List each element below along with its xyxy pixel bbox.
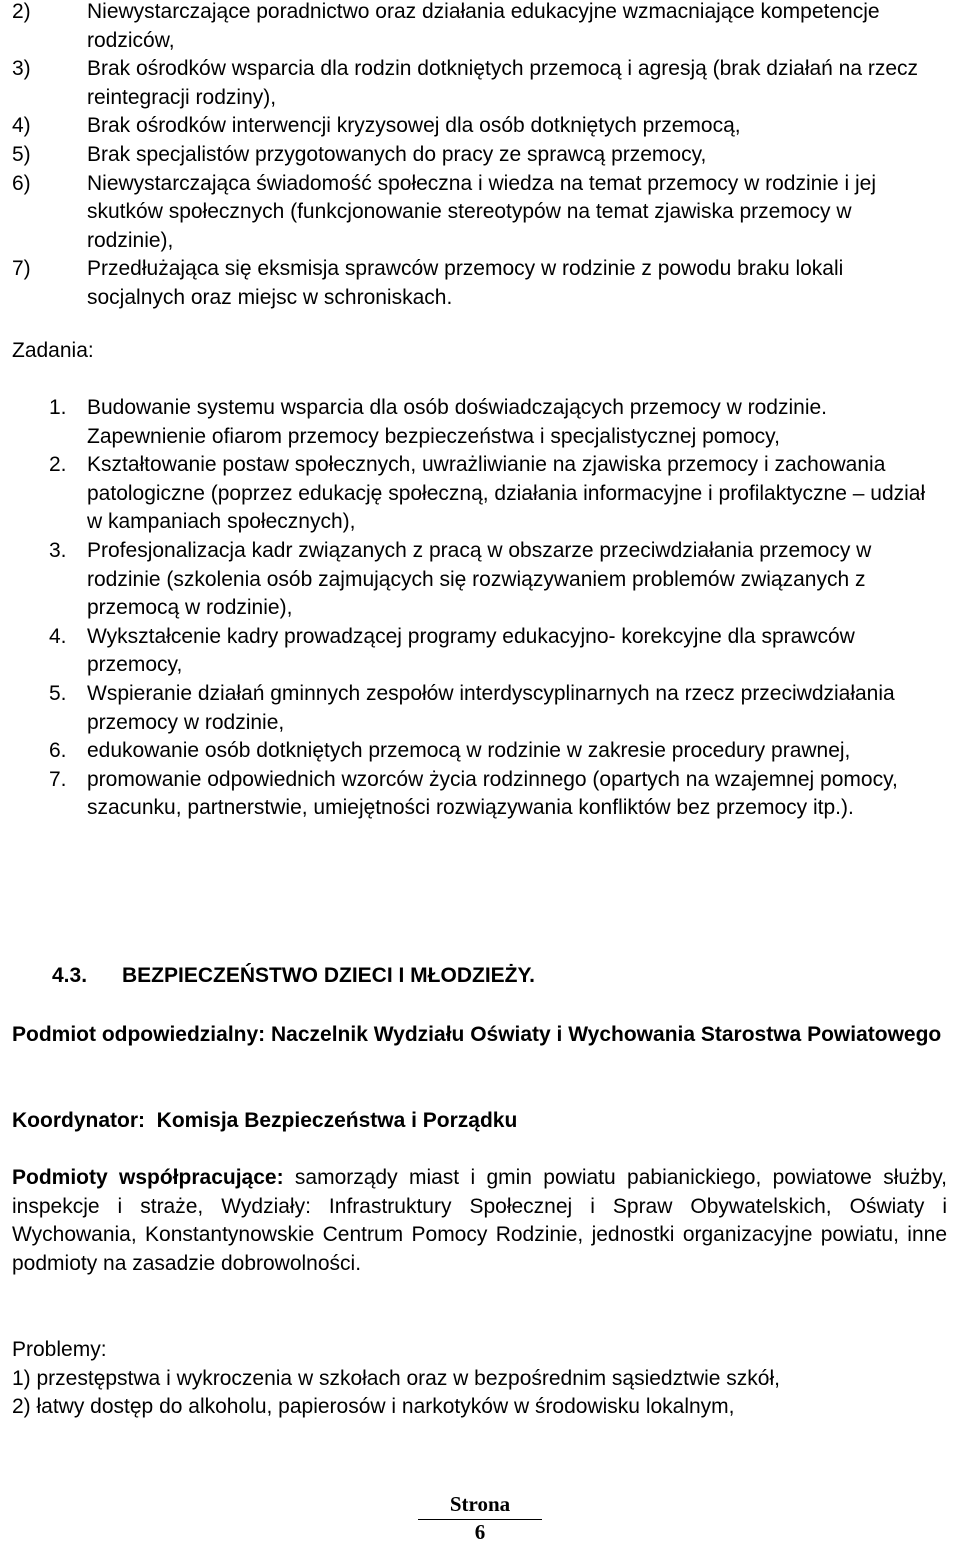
responsible-value: Naczelnik Wydziału Oświaty i Wychowania Starostwa Powiatowego [271,1023,942,1046]
task-list-item-text: Kształtowanie postaw społecznych, uwrażliwianie na zjawiska przemocy i zachowania patologiczne (poprzez edukację społeczną, działania informacyjne i profilaktyczne – udział w kampaniach społecznych), [87,453,926,534]
problem-list-item [12,255,942,312]
problem-list-item [12,141,942,170]
coordinator-label: Koordynator: [12,1109,145,1132]
section-number: 4.3. [52,964,88,987]
problem-list-item-text: Brak ośrodków wsparcia dla rodzin dotkniętych przemocą i agresją (brak działań na rzecz reintegracji rodziny), [87,57,919,109]
page-footer [418,1490,542,1546]
footer-label: Strona [449,1492,511,1516]
problem-list-item-text: Brak specjalistów przygotowanych do pracy ze sprawcą przemocy, [87,142,707,166]
task-list-item-number: 5. [49,681,67,705]
task-list-item [12,394,942,451]
problem-list-item-number: 7) [12,257,31,281]
task-list-item-number: 6. [49,739,67,763]
task-list-item-text: promowanie odpowiednich wzorców życia rodzinnego (opartych na wzajemnej pomocy, szacunku, partnerstwie, umiejętności rozwiązywania konfliktów bez przemocy itp.). [87,767,898,820]
task-list-item [12,451,942,537]
responsible-party [12,1021,947,1050]
page-number: 6 [474,1520,486,1544]
task-list-item [12,680,942,737]
problem-list-item-text: Brak ośrodków interwencji kryzysowej dla osób dotkniętych przemocą, [87,114,741,138]
problem-list-item [12,0,942,55]
problems-heading: Problemy: [12,1338,107,1361]
coordinator [12,1107,947,1136]
section-title: BEZPIECZEŃSTWO DZIECI I MŁODZIEŻY. [122,964,536,987]
problem-list-item-number: 4) [12,114,31,138]
problem-list-item-text: Niewystarczająca świadomość społeczna i wiedza na temat przemocy w rodzinie i jej skutków społecznych (funkcjonowanie stereotypów na temat zjawiska przemocy w rodzinie), [87,171,876,252]
task-list-item [12,766,942,823]
task-list-item [12,537,942,623]
problem-list-item-number: 6) [12,171,31,195]
task-list-item [12,737,942,766]
task-list-item-text: Budowanie systemu wsparcia dla osób doświadczających przemocy w rodzinie. Zapewnienie ofiarom przemocy bezpieczeństwa i specjalistycznej pomocy, [87,396,828,448]
task-list-item-number: 2. [49,453,67,477]
task-list-item [12,623,942,680]
tasks-heading: Zadania: [12,339,94,362]
problems-section [12,1336,947,1422]
task-list-item-number: 7. [49,767,67,791]
coordinator-value: Komisja Bezpieczeństwa i Porządku [156,1109,518,1132]
task-list-item-number: 1. [49,396,67,419]
responsible-label: Podmiot odpowiedzialny: [12,1023,266,1046]
problem-list-item-number: 2) [12,0,31,23]
problem-list-item-number: 5) [12,142,31,166]
problem-list-item [12,112,942,141]
tasks-list [12,394,942,823]
problems-continued-list [12,0,942,313]
task-list-item-number: 4. [49,624,67,648]
problem-list-item-text: Przedłużająca się eksmisja sprawców przemocy w rodzinie z powodu braku lokali socjalnych oraz miejsc w schroniskach. [87,257,844,309]
problem-list-item [12,170,942,256]
partners-label: Podmioty współpracujące: [12,1166,284,1189]
task-list-item-number: 3. [49,538,67,562]
problem-list-item [12,55,942,112]
task-list-item-text: Profesjonalizacja kadr związanych z pracą w obszarze przeciwdziałania przemocy w rodzinie (szkolenia osób zajmujących się rozwiązywaniem problemów związanych z przemocą w rodzinie), [87,538,872,620]
task-list-item-text: edukowanie osób dotkniętych przemocą w rodzinie w zakresie procedury prawnej, [87,739,851,763]
problem-item-2: 2) łatwy dostęp do alkoholu, papierosów i narkotyków w środowisku lokalnym, [12,1395,735,1419]
task-list-item-text: Wykształcenie kadry prowadzącej programy edukacyjno- korekcyjne dla sprawców przemocy, [87,624,855,677]
problem-list-item-text: Niewystarczające poradnictwo oraz działania edukacyjne wzmacniające kompetencje rodziców, [87,0,880,52]
section-heading [52,964,535,988]
partners [12,1164,947,1278]
partners-value: samorządy miast i gmin powiatu pabianickiego, powiatowe służby, inspekcje i straże, Wydziały: Infrastruktury Społecznej i Spraw Obywatelskich, Oświaty i Wychowania, Konstantynowskie Centrum Pomocy Rodzinie, jednostki organizacyjne powiatu, inne podmioty na zasadzie dobrowolności. [12,1166,947,1275]
problem-item-1: 1) przestępstwa i wykroczenia w szkołach oraz w bezpośrednim sąsiedztwie szkół, [12,1366,780,1390]
problem-list-item-number: 3) [12,57,31,81]
task-list-item-text: Wspieranie działań gminnych zespołów interdyscyplinarnych na rzecz przeciwdziałania przemocy w rodzinie, [87,681,895,734]
